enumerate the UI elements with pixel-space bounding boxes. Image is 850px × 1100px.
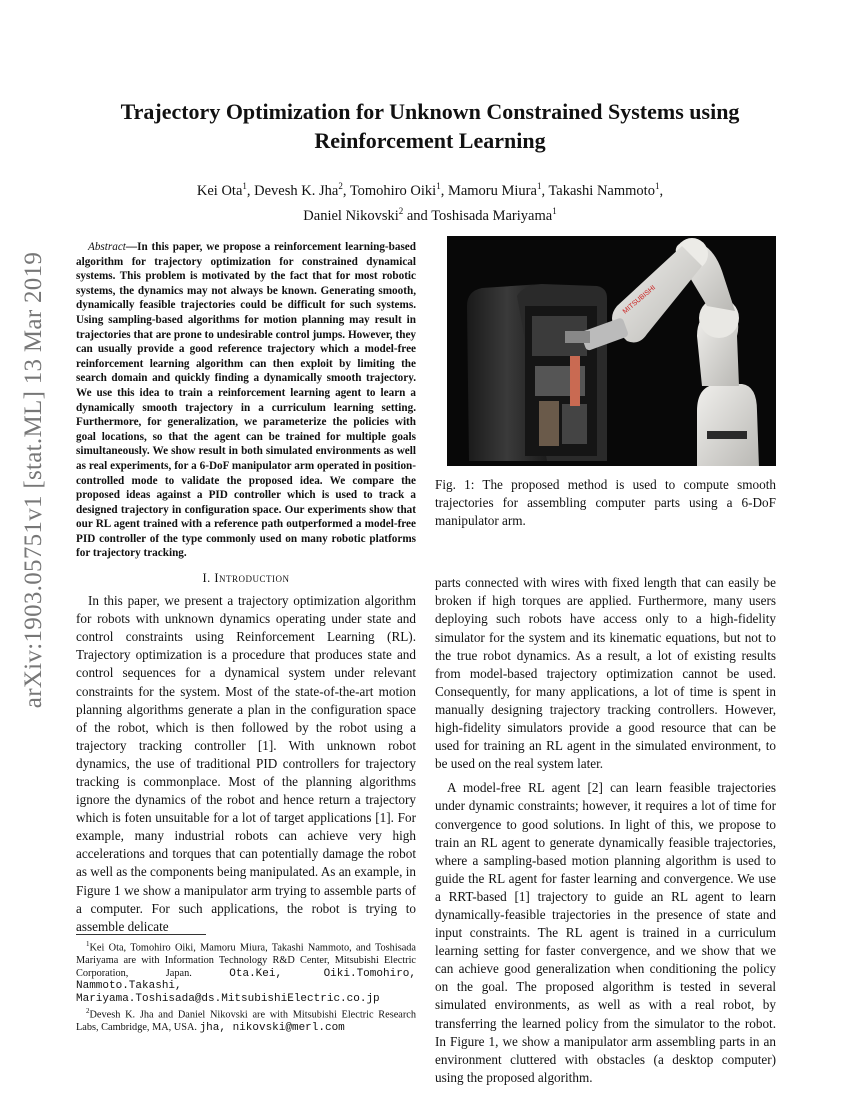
left-column <box>76 240 416 936</box>
author-separator: and <box>403 207 432 224</box>
author-name: Takashi Nammoto <box>548 182 655 199</box>
author-name: Tomohiro Oiki <box>349 182 437 199</box>
right-paragraph-2: A model-free RL agent [2] can learn feasible trajectories under dynamic constraints; however, it requires a lot of time for convergence to good solutions. In light of this, we propose to train an RL agent to generate dynamically feasible trajectories, where a sampling-based motion planning algorithm is used to guide the RL agent for faster learning and convergence. We use a RRT-based [1] trajectory to guide an RL agent to learn dynamically-feasible trajectories in the presence of state and input constraints. The RL agent is trained in a curriculum learning setting for faster convergence, and we show that we can achieve good generalization when conditioning the policy on the goal. The proposed algorithm is tested in several simulated environments, as well as with a real robot, by transferring the learned policy from the simulator to the robot. In Figure 1, we show a manipulator arm assembling parts in an environment cluttered with obstacles (a desktop computer) using the proposed algorithm. <box>435 780 776 1085</box>
author-separator: , <box>659 182 664 199</box>
footnote-rule <box>76 934 206 935</box>
author-list <box>80 176 780 226</box>
section-number: I. <box>202 571 215 586</box>
paper-title <box>80 97 780 155</box>
author-affiliation: 1 <box>552 205 557 216</box>
abstract-dash: — <box>125 241 138 253</box>
figure-1-robot-photo <box>447 236 776 466</box>
footnote-2-emails: jha, nikovski@merl.com <box>199 1022 345 1035</box>
abstract-label: Abstract <box>88 241 126 253</box>
author-affiliation: 2 <box>398 205 404 216</box>
footnote-2-marker: 2 <box>86 1007 90 1016</box>
author-separator: , <box>541 182 549 199</box>
author-separator: , <box>342 182 350 199</box>
robot-logo-text: MITSUBISHI <box>621 284 657 316</box>
author-name: Kei Ota <box>196 182 243 199</box>
footnote-1-marker: 1 <box>86 940 90 948</box>
section-title: Introduction <box>214 571 290 586</box>
arxiv-identifier <box>20 251 48 709</box>
author-name: Toshisada Mariyama <box>431 207 553 224</box>
author-name: Daniel Nikovski <box>303 207 399 224</box>
paper-title-line-1: Trajectory Optimization for Unknown Constrained Systems using <box>120 99 740 124</box>
abstract <box>76 240 416 561</box>
footnote-1-emails: Ota.Kei, Oiki.Tomohiro, Nammoto.Takashi, Mariyama.Toshisada@ds.MitsubishiElectric.co.jp <box>76 967 416 1005</box>
author-separator: , <box>246 182 255 199</box>
author-separator: , <box>440 182 448 199</box>
author-affiliation: 2 <box>338 181 343 191</box>
figure-1-caption: Fig. 1: The proposed method is used to compute smooth trajectories for assembling computer parts using a 6-DoF manipulator arm. <box>435 477 776 529</box>
right-column <box>435 236 776 1087</box>
introduction-paragraph: In this paper, we present a trajectory optimization algorithm for robots with unknown dynamics operating under state and control constraints using Reinforcement Learning (RL). Trajectory optimization is a procedure that produces state and control sequences for a dynamical system under relevant constraints for the system. Most of the state-of-the-art motion planning algorithms generate a plan in the configuration space of the robot, which is then followed by the robot using a trajectory tracking controller [1]. With unknown robot dynamics, the use of traditional PID controllers for trajectory tracking is commonplace. Most of the planning algorithms ignore the dynamics of the robot and hence return a trajectory which is foten unsuitable for a lot of target applications [1]. For example, many industrial robots can achieve very high accelerations and torques that can potentially damage the robot as well as the components being manipulated. As an example, in Figure 1 we show a manipulator arm trying to assemble parts of a computer. For such applications, the robot is trying to assemble delicate <box>76 593 416 934</box>
abstract-text: In this paper, we propose a reinforcement learning-based algorithm for trajectory optimization for constrained dynamical systems. This problem is motivated by the fact that for most robotic systems, the dynamics may not always be known. Generating smooth, dynamically feasible trajectories could be difficult for such systems. Using sampling-based algorithms for motion planning may result in trajectories that are prone to undesirable control jumps. However, they can usually provide a good reference trajectory which a model-free reinforcement learning algorithm can then exploit by limiting the search domain and quickly finding a dynamically smooth trajectory. We use this idea to train a reinforcement learning agent to learn a dynamically smooth trajectory in a curriculum learning setting. Furthermore, for generalization, we parameterize the policies with goal locations, so that the agent can be trained for multiple goals simultaneously. We show result in both simulated environments as well as real experiments, for a 6-DoF manipulator arm operated in position-controlled mode to validate the proposed idea. We compare the proposed ideas against a PID controller which is used to track a designed trajectory in configuration space. Our experiments show that our RL agent trained with a reference path outperformed a model-free PID controller of the type commonly used on many robotic platforms for trajectory tracking. <box>76 241 416 560</box>
section-heading-introduction <box>76 571 416 586</box>
footnote-1-text: Kei Ota, Tomohiro Oiki, Mamoru Miura, Takashi Nammoto, and Toshisada Mariyama are with Information Technology R&D Center, Mitsubishi Electric Corporation, Japan. <box>76 942 416 979</box>
author-affiliation: 1 <box>242 181 247 191</box>
author-affiliation: 1 <box>436 181 441 191</box>
author-name: Devesh K. Jha <box>254 182 339 199</box>
footnote-2-text: Devesh K. Jha and Daniel Nikovski are with Mitsubishi Electric Research Labs, Cambridge, MA, USA. <box>76 1009 416 1034</box>
right-paragraph-1: parts connected with wires with fixed length that can easily be broken if high torques are applied. Furthermore, many users deploying such robots have access only to a high-fidelity simulator for the system and its kinematic equations, but not to the true robot dynamics. As a result, a lot of existing results from model-based trajectory optimization cannot be used. Consequently, for many applications, a lot of time is spent in manually designing trajectory tracking controllers. However, high-fidelity simulators provide a good resource that can be used for training an RL agent in the simulated environment, to be used on the real system later. <box>435 575 776 772</box>
author-affiliation: 1 <box>654 181 660 191</box>
arxiv-identifier-text: arXiv:1903.05751v1 [stat.ML] 13 Mar 2019 <box>20 251 47 709</box>
computer-case <box>467 284 607 461</box>
footnote-2 <box>76 1005 416 1035</box>
author-name: Mamoru Miura <box>447 182 537 199</box>
footnote-1 <box>76 938 416 1005</box>
paper-title-line-2: Reinforcement Learning <box>314 128 546 153</box>
footnotes <box>76 934 416 1035</box>
robot-arm-illustration <box>447 236 776 466</box>
author-affiliation: 1 <box>536 181 542 191</box>
